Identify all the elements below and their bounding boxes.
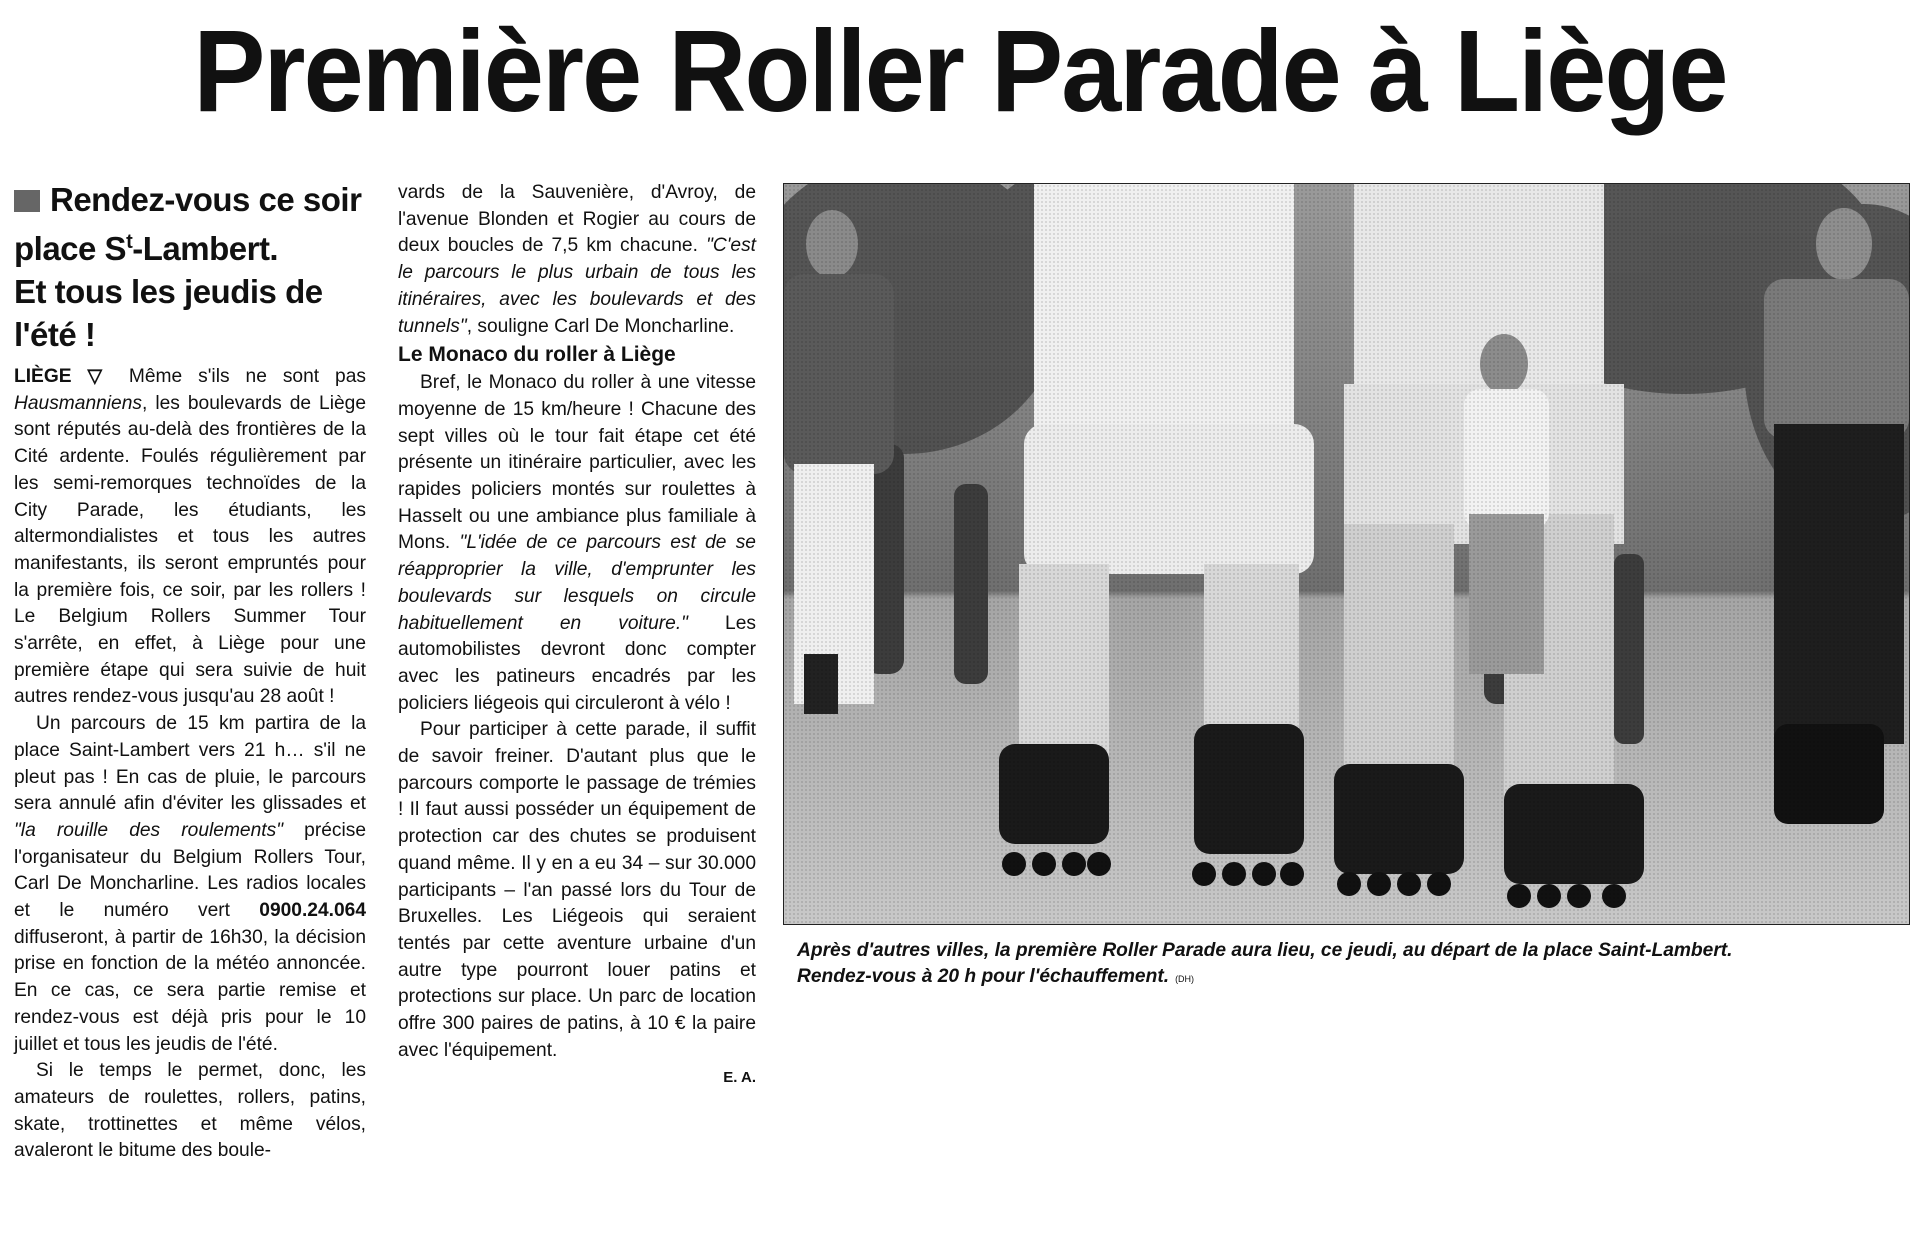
col2-p2-a: Bref, le Monaco du roller à une vitesse moyenne de 15 km/heure ! Chacune des sept villes où le tour fait étape cet été présente un itinéraire particulier, avec les rapides policiers montés sur roulettes à Hasselt ou une ambiance plus familiale à Mons. [398,372,756,554]
col1-paragraph-3: Si le temps le permet, donc, les amateurs de roulettes, rollers, patins, skate, trottinettes et même vélos, avaleront le bitume des boule- [14,1060,366,1162]
col2-paragraph-1 [398,180,756,340]
column-1 [14,364,366,1165]
bullet-square-icon [14,190,40,212]
caption-line-2-text: Rendez-vous à 20 h pour l'échauffement. [797,966,1170,987]
deck-line-2-pre: place S [14,230,127,267]
photo-caption [797,938,1907,992]
deck-line-1-text: Rendez-vous ce soir [50,181,362,218]
deck-line-2 [14,221,374,270]
col2-p2-em: "L'idée de ce parcours est de se réapproprier la ville, d'emprunter les boulevards sur lesquels on circule habituellement en voiture." [398,532,756,634]
col1-p2-a: Un parcours de 15 km partira de la place Saint-Lambert vers 21 h… s'il ne pleut pas ! En cas de pluie, le parcours sera annulé afin d'éviter les glissades et [14,713,366,815]
col1-paragraph-2 [14,711,366,1058]
headline: Première Roller Parade à Liège [193,6,1727,136]
col2-p2-b: Les automobilistes devront donc compter avec les patineurs encadrés par les policiers liégeois qui circuleront à vélo ! [398,612,756,714]
caption-line-2 [797,964,1907,992]
col1-p1-b: , les boulevards de Liège sont réputés au-delà des frontières de la Cité ardente. Foulés régulièrement par les semi-remorques technoïdes de la City Parade, les étudiants, les altermondialistes et tous les autres manifestants, ils seront empruntés pour la première fois, ce soir, par les rollers ! Le Belgium Rollers Summer Tour s'arrête, en effet, à Liège pour une première étape qui sera suivie de huit autres rendez-vous jusqu'au 28 août ! [14,392,366,708]
deck-line-3: Et tous les jeudis de l'été ! [14,273,323,353]
caption-line-1: Après d'autres villes, la première Roller Parade aura lieu, ce jeudi, au départ de la place Saint-Lambert. [797,940,1733,961]
deck-line-2-sup: t [126,231,133,253]
col1-p2-b: précise l'organisateur du Belgium Rollers Tour, Carl De Moncharline. Les radios locales et le numéro vert [14,819,367,922]
col2-paragraph-3: Pour participer à cette parade, il suffit de savoir freiner. D'autant plus que le parcours comporte le passage de trémies ! Il faut aussi posséder un équipement de protection car des chutes se produisent quand même. Il y en a eu 34 – sur 30.000 participants – l'an passé lors du Tour de Bruxelles. Les Liégeois qui seraient tentés par cette aventure urbaine d'un autre type pourront louer patins et protections sur place. Un parc de location offre 300 paires de patins, à 10 € la paire avec l'équipement. [398,719,756,1061]
col2-paragraph-2 [398,370,756,717]
col1-paragraph-1 [14,364,366,711]
article-deck [14,178,374,356]
col2-p1-em: "C'est le parcours le plus urbain de tous les itinéraires, avec les boulevards et des tunnels" [398,235,756,337]
col1-p2-c: diffuseront, à partir de 16h30, la décision prise en fonction de la météo annoncée. En ce cas, ce sera partie remise et rendez-vous est déjà pris pour le 10 juillet et tous les jeudis de l'été. [14,926,366,1055]
author-signature: E. A. [723,1068,756,1086]
dateline: LIÈGE ▽ [14,366,113,387]
rollerskaters-photo-illustration [784,184,1909,924]
col1-p2-em: "la rouille des roulements" [14,819,284,841]
col2-p1-b: , souligne Carl De Moncharline. [466,315,735,337]
phone-number: 0900.24.064 [259,900,366,922]
parade-photo [783,183,1910,925]
col1-p1-a: Même s'ils ne sont pas [112,366,366,387]
photo-credit: (DH) [1175,974,1195,984]
col2-p1-a: vards de la Sauvenière, d'Avroy, de l'avenue Blonden et Rogier au cours de deux boucles de 7,5 km chacune. [398,182,756,257]
deck-line-2-post: -Lambert. [132,230,279,267]
deck-line-1 [14,178,374,221]
subheading: Le Monaco du roller à Liège [398,343,676,367]
column-2 [398,180,756,1091]
col1-p1-em: Hausmanniens [14,392,142,414]
